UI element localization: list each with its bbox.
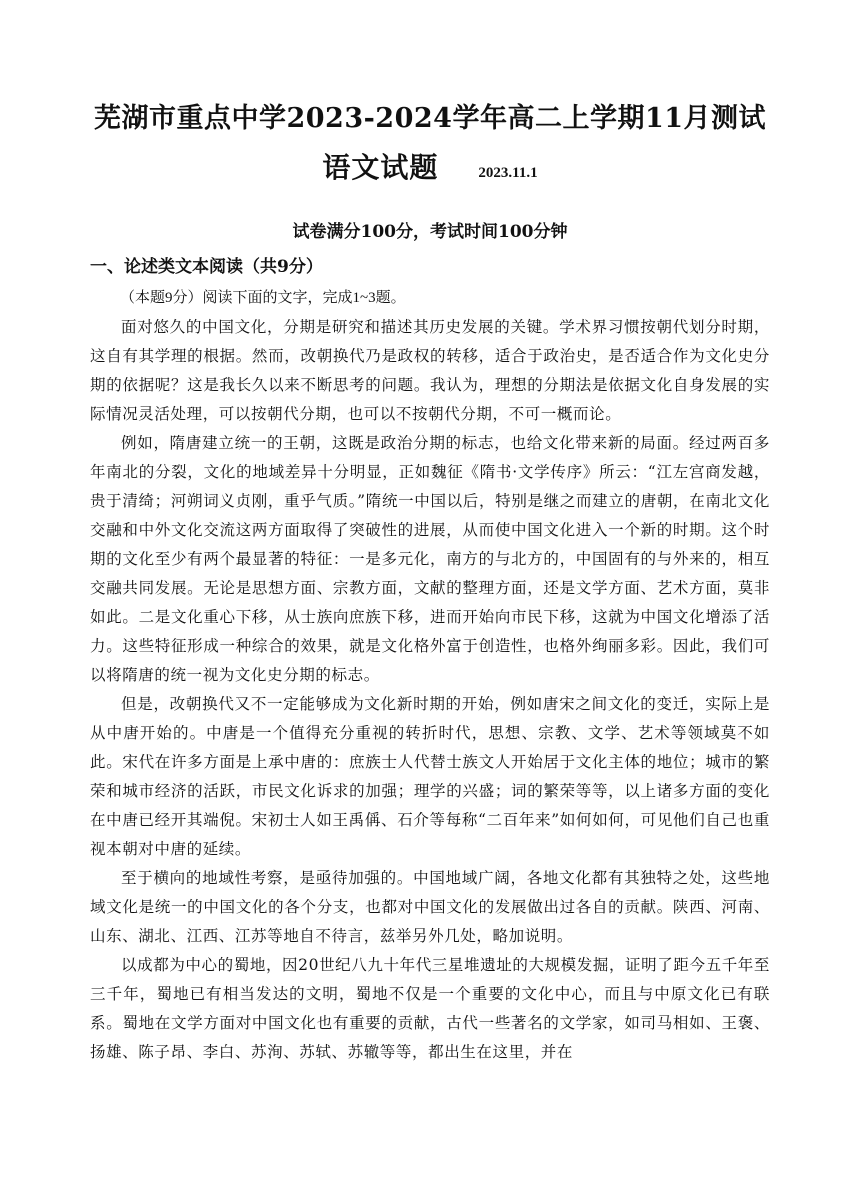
passage-paragraph: 例如，隋唐建立统一的王朝，这既是政治分期的标志，也给文化带来新的局面。经过两百多年南北的分裂，文化的地域差异十分明显，正如魏征《隋书·文学传序》所云：“江左宫商发越，贵于清绮；河朔词义贞刚，重乎气质。”隋统一中国以后，特别是继之而建立的唐朝，在南北文化交融和中外文化交流这两方面取得了突破性的进展，从而使中国文化进入一个新的时期。这个时期的文化至少有两个最显著的特征：一是多元化，南方的与北方的，中国固有的与外来的，相互交融共同发展。无论是思想方面、宗教方面，文献的整理方面，还是文学方面、艺术方面，莫非如此。二是文化重心下移，从士族向庶族下移，进而开始向市民下移，这就为中国文化增添了活力。这些特征形成一种综合的效果，就是文化格外富于创造性，也格外绚丽多彩。因此，我们可以将隋唐的统一视为文化史分期的标志。	[90, 434, 770, 684]
reading-passage	[90, 284, 770, 1067]
exam-date: 2023.11.1	[478, 165, 538, 181]
exam-info: 试卷满分100分，考试时间100分钟	[292, 222, 568, 242]
passage-paragraph: 但是，改朝换代又不一定能够成为文化新时期的开始，例如唐宋之间文化的变迁，实际上是从中唐开始的。中唐是一个值得充分重视的转折时代，思想、宗教、文学、艺术等领域莫不如此。宋代在许多方面是上承中唐的：庶族士人代替士族文人开始居于文化主体的地位；城市的繁荣和城市经济的活跃，市民文化诉求的加强；理学的兴盛；词的繁荣等等，以上诸多方面的变化在中唐已经开其端倪。宋初士人如王禹偁、石介等每称“二百年来”如何如何，可见他们自己也重视本朝对中唐的延续。	[90, 695, 770, 858]
section-heading: 一、论述类文本阅读（共9分）	[90, 257, 323, 277]
exam-subject: 语文试题	[322, 151, 439, 184]
exam-title: 芜湖市重点中学2023-2024学年高二上学期11月测试	[93, 103, 767, 134]
passage-paragraph: 至于横向的地域性考察，是亟待加强的。中国地域广阔，各地文化都有其独特之处，这些地域文化是统一的中国文化的各个分支，也都对中国文化的发展做出过各自的贡献。陕西、河南、山东、湖北、江西、江苏等地自不待言，兹举另外几处，略加说明。	[90, 869, 770, 945]
passage-paragraph: 面对悠久的中国文化，分期是研究和描述其历史发展的关键。学术界习惯按朝代划分时期，这自有其学理的根据。然而，改朝换代乃是政权的转移，适合于政治史，是否适合作为文化史分期的依据呢？这是我长久以来不断思考的问题。我认为，理想的分期法是依据文化自身发展的实际情况灵活处理，可以按朝代分期，也可以不按朝代分期，不可一概而论。	[90, 318, 770, 423]
exam-subtitle-line	[0, 146, 860, 186]
passage-paragraph: 以成都为中心的蜀地，因20世纪八九十年代三星堆遗址的大规模发掘，证明了距今五千年至三千年，蜀地已有相当发达的文明，蜀地不仅是一个重要的文化中心，而且与中原文化已有联系。蜀地在文学方面对中国文化也有重要的贡献，古代一些著名的文学家，如司马相如、王褒、扬雄、陈子昂、李白、苏洵、苏轼、苏辙等等，都出生在这里，并在	[90, 956, 770, 1061]
question-intro: （本题9分）阅读下面的文字，完成1~3题。	[120, 290, 406, 306]
